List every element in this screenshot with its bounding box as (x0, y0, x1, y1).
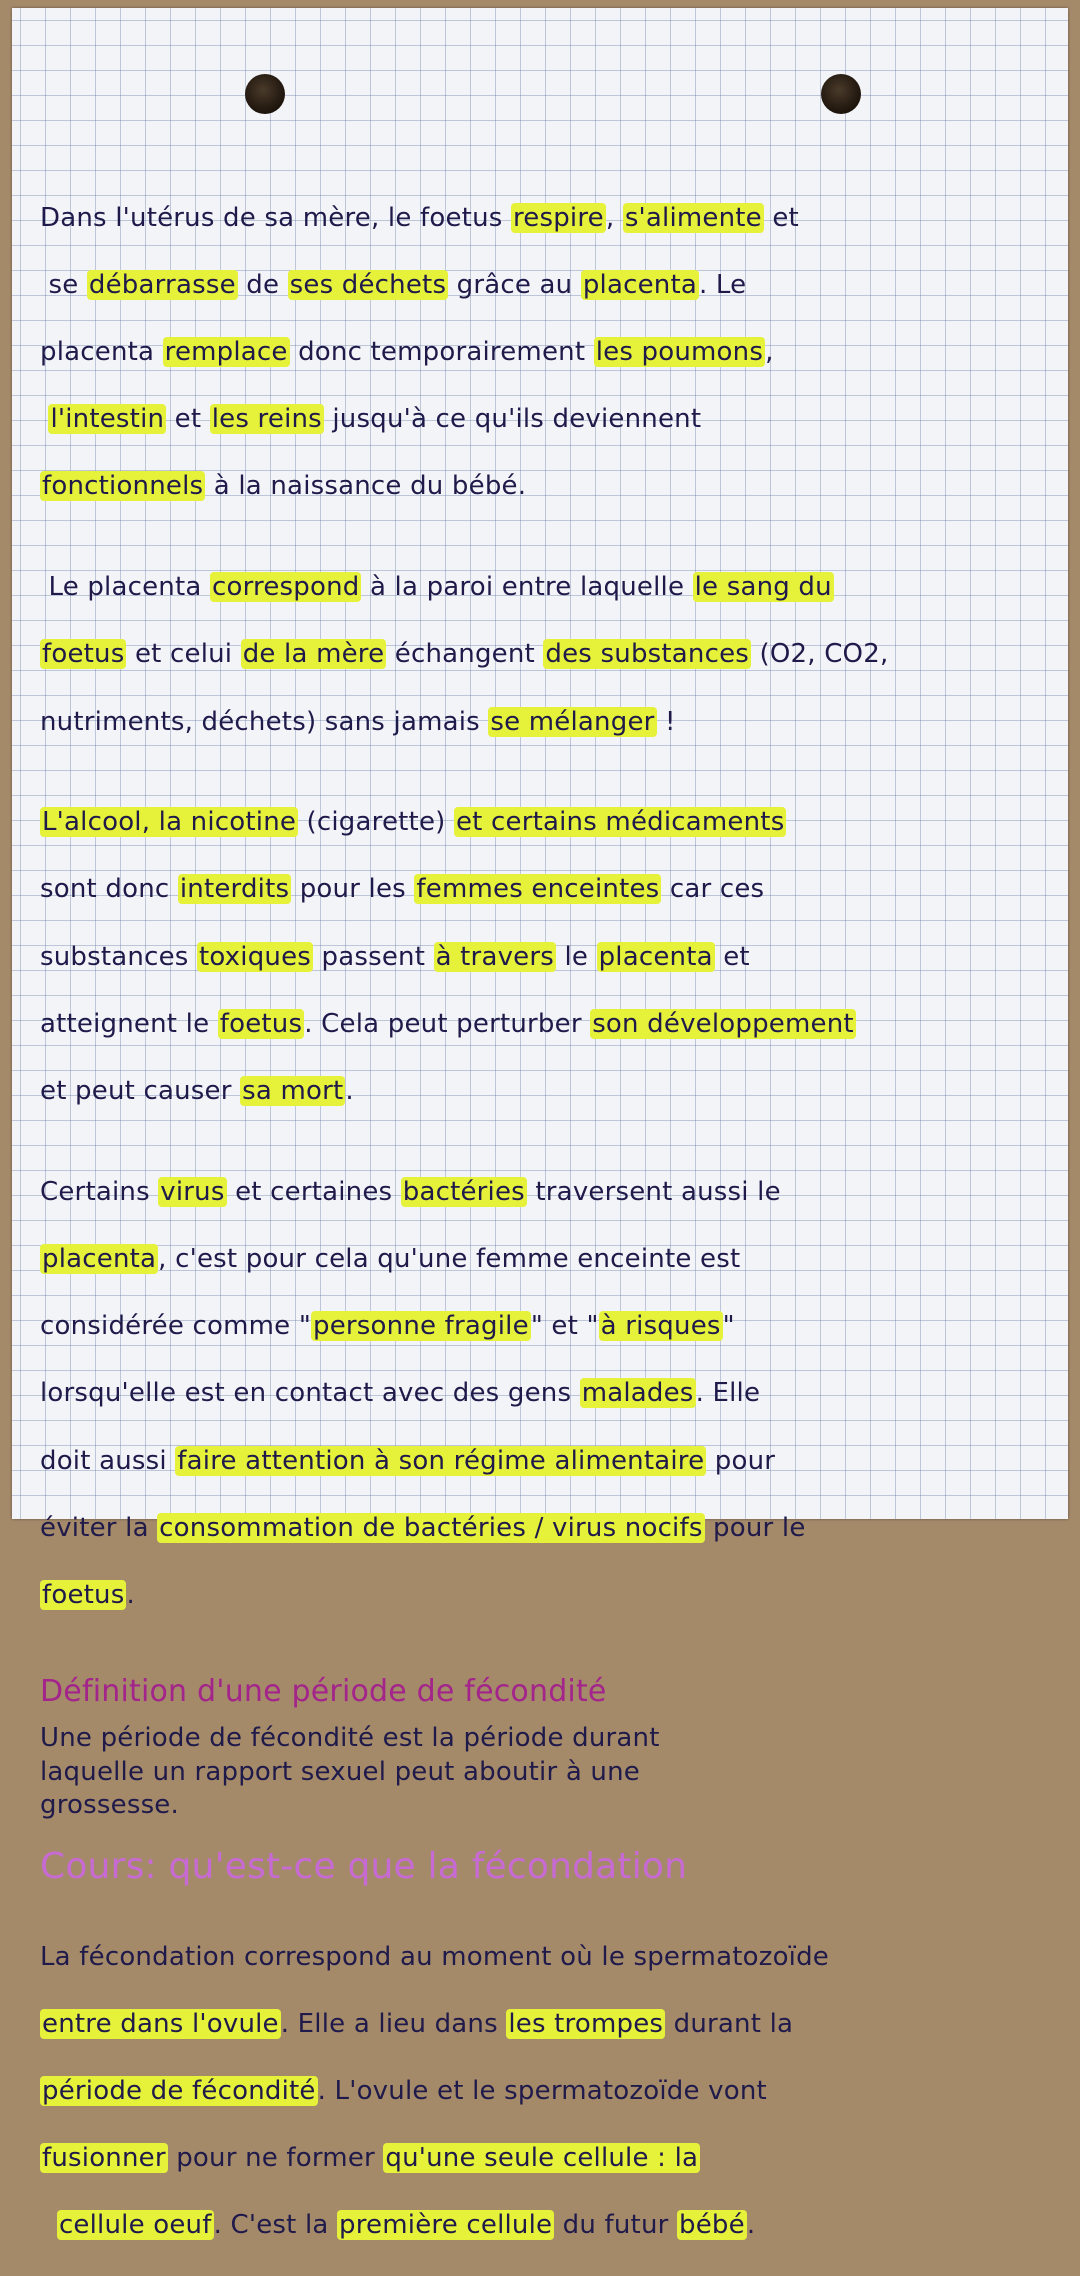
text: jusqu'à ce qu'ils deviennent (323, 404, 702, 435)
text: . (126, 1579, 135, 1610)
text: grâce au (448, 269, 581, 300)
paragraph-placenta-exchange (40, 538, 1050, 773)
highlighted-text: fusionner (42, 2143, 166, 2174)
text: . Cela peut perturber (304, 1008, 591, 1039)
text: ! (656, 706, 676, 737)
text: et (714, 941, 750, 972)
text: donc temporairement (289, 336, 594, 367)
highlighted-text: placenta (598, 941, 713, 972)
line (40, 1445, 1050, 1479)
highlighted-text: placenta (42, 1244, 157, 1274)
line (40, 2209, 1050, 2243)
text: Certains (40, 1176, 159, 1207)
text: passent (313, 941, 434, 972)
highlighted-text: s'alimente (624, 202, 762, 233)
highlighted-text: foetus (42, 1579, 125, 1610)
text: le (556, 941, 597, 972)
highlighted-text: foetus (42, 639, 125, 670)
binder-hole-left (245, 74, 285, 114)
notebook-page (12, 8, 1068, 2241)
text: La fécondation correspond au moment où le spermatozoïde (40, 1941, 829, 1972)
text: . C'est la (213, 2210, 338, 2241)
text: pour (706, 1445, 776, 1476)
highlighted-text: foetus (219, 1008, 303, 1039)
text: . (746, 2210, 756, 2241)
highlighted-text: virus (160, 1176, 225, 1207)
highlighted-text: son développement (592, 1008, 854, 1039)
text: . L'ovule et le spermatozoïde vont (317, 2075, 767, 2106)
highlighted-text: femmes enceintes (416, 874, 660, 905)
line (40, 1579, 1050, 1613)
line (40, 2075, 1050, 2109)
highlighted-text: de la mère (242, 639, 385, 670)
text: doit aussi (40, 1445, 176, 1476)
highlighted-text: malades (581, 1378, 694, 1409)
highlighted-text: L'alcool, la nicotine (42, 807, 297, 838)
highlighted-text: faire attention à son régime alimentaire (177, 1445, 705, 1476)
text: . Le (698, 269, 747, 300)
text: , (605, 202, 623, 233)
text: atteignent le (40, 1008, 218, 1039)
highlighted-text: consommation de bactéries / virus nocifs (159, 1512, 703, 1543)
paragraph-toxic-substances (40, 773, 1050, 1143)
text: " et " (530, 1311, 599, 1342)
highlighted-text: respire (512, 202, 604, 233)
highlighted-text: placenta (582, 269, 697, 300)
text: et certaines (226, 1176, 401, 1207)
text: se (48, 269, 87, 300)
highlighted-text: le sang du (694, 572, 832, 603)
line (40, 1377, 1050, 1411)
binder-hole-right (821, 74, 861, 114)
highlighted-text: qu'une seule cellule : la (385, 2143, 699, 2174)
highlighted-text: les reins (211, 404, 322, 435)
line (40, 2142, 1050, 2176)
highlighted-text: débarrasse (88, 269, 236, 300)
highlighted-text: toxiques (198, 941, 312, 972)
text: , c'est pour cela qu'une femme enceinte est (158, 1244, 741, 1274)
highlighted-text: cellule oeuf (58, 2210, 212, 2241)
text: . (345, 1076, 354, 1107)
highlighted-text: remplace (164, 336, 288, 367)
text: considérée comme " (40, 1311, 312, 1342)
highlighted-text: bébé (679, 2210, 745, 2241)
text: pour les (291, 874, 415, 905)
line (40, 1310, 1050, 1344)
text: . Elle (695, 1378, 761, 1409)
highlighted-text: correspond (211, 572, 360, 603)
line (40, 2008, 1050, 2042)
text: et (763, 202, 799, 233)
line (40, 1008, 1050, 1042)
text: et celui (126, 639, 241, 670)
highlighted-text: personne fragile (313, 1311, 529, 1342)
line (40, 638, 1050, 672)
line (40, 470, 1050, 504)
text: lorsqu'elle est en contact avec des gens (40, 1378, 580, 1409)
text: (cigarette) (298, 807, 454, 838)
heading-definition: Définition d'une période de fécondité (40, 1674, 607, 1710)
highlighted-text: bactéries (402, 1176, 525, 1207)
text: . Elle a lieu dans (280, 2008, 507, 2039)
text: nutriments, déchets) sans jamais (40, 706, 489, 737)
highlighted-text: l'intestin (50, 404, 165, 435)
line (40, 571, 1050, 605)
line (40, 873, 1050, 907)
line (40, 403, 1050, 437)
text: échangent (386, 639, 544, 670)
paragraph-virus-bacteria (40, 1142, 1050, 1646)
line (40, 706, 1050, 740)
paragraph-fecondation (40, 1907, 1050, 2276)
text: et (166, 404, 210, 435)
highlighted-text: ses déchets (289, 269, 447, 300)
text: , (765, 336, 774, 367)
line (40, 1243, 1050, 1277)
highlighted-text: et certains médicaments (455, 807, 785, 838)
highlighted-text: interdits (179, 874, 290, 905)
line (40, 269, 1050, 303)
text: éviter la (40, 1512, 158, 1543)
text: " (722, 1311, 735, 1342)
notes-content (40, 168, 1050, 2276)
text: à la naissance du bébé. (205, 471, 527, 502)
highlighted-text: fonctionnels (42, 471, 204, 502)
highlighted-text: sa mort (242, 1076, 344, 1107)
text: substances (40, 941, 197, 972)
text: et peut causer (40, 1076, 241, 1107)
text: à la paroi entre laquelle (361, 572, 693, 603)
line (40, 202, 1050, 236)
text: Le placenta (48, 572, 210, 603)
highlighted-text: entre dans l'ovule (42, 2008, 279, 2039)
line (40, 941, 1050, 975)
line (40, 1941, 1050, 1975)
heading-cours: Cours: qu'est-ce que la fécondation (40, 1845, 688, 1887)
highlighted-text: première cellule (339, 2210, 553, 2241)
highlighted-text: se mélanger (490, 706, 655, 737)
text: durant la (665, 2008, 794, 2039)
text: du futur (554, 2210, 677, 2241)
highlighted-text: des substances (545, 639, 750, 670)
highlighted-text: à risques (600, 1311, 721, 1342)
line (40, 1075, 1050, 1109)
text: sont donc (40, 874, 178, 905)
text: (O2, CO2, (751, 639, 889, 670)
text: pour ne former (167, 2143, 384, 2174)
text: traversent aussi le (526, 1176, 781, 1207)
highlighted-text: les poumons (595, 336, 764, 367)
text: de (237, 269, 288, 300)
line (40, 806, 1050, 840)
line (40, 1176, 1050, 1210)
text: car ces (661, 874, 765, 905)
text: placenta (40, 336, 163, 367)
highlighted-text: les trompes (508, 2008, 664, 2039)
highlighted-text: période de fécondité (42, 2075, 316, 2106)
paragraph-placenta-role (40, 168, 1050, 538)
line (40, 336, 1050, 370)
highlighted-text: à travers (435, 941, 554, 972)
text: Dans l'utérus de sa mère, le foetus (40, 202, 511, 233)
line (40, 1512, 1050, 1546)
text: pour le (704, 1512, 806, 1543)
definition-text: Une période de fécondité est la période durant laquelle un rapport sexuel peut aboutir à une grossesse. (40, 1723, 660, 1821)
